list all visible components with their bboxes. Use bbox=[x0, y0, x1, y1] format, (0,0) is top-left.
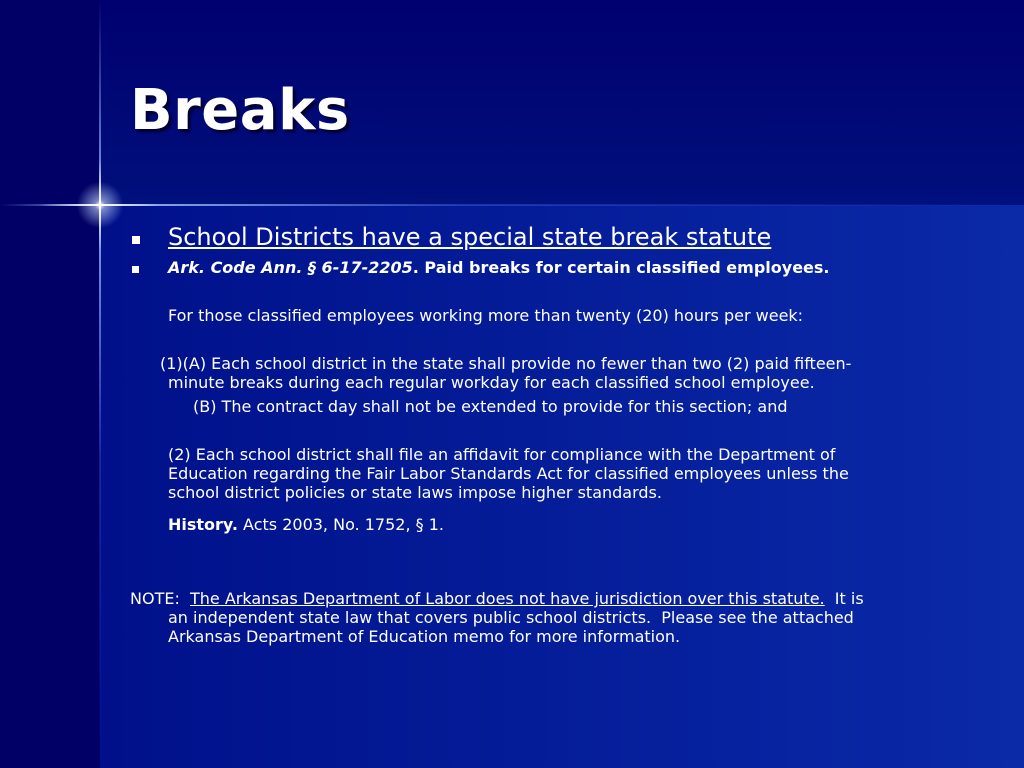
history-text: Acts 2003, No. 1752, § 1. bbox=[237, 515, 444, 534]
para2-line2: Education regarding the Fair Labor Standards Act for classified employees unless the bbox=[168, 464, 849, 483]
para1-line2: minute breaks during each regular workday for each classified school employee. bbox=[168, 373, 815, 392]
note-label: NOTE: bbox=[130, 589, 191, 608]
intro-text: For those classified employees working more than twenty (20) hours per week: bbox=[168, 306, 804, 325]
para2-line1: (2) Each school district shall file an affidavit for compliance with the Department of bbox=[168, 445, 836, 464]
history-line bbox=[168, 515, 444, 535]
bullet-square-icon bbox=[132, 236, 140, 244]
note-line2: an independent state law that covers public school districts. Please see the attached bbox=[168, 608, 854, 627]
statute-heading: . Paid breaks for certain classified employees. bbox=[412, 258, 830, 277]
statute-citation: Ark. Code Ann. § 6-17-2205 bbox=[168, 258, 413, 277]
slide-title: Breaks bbox=[130, 78, 350, 143]
history-label: History. bbox=[168, 515, 238, 534]
bullet-school-districts: School Districts have a special state break statute bbox=[168, 223, 772, 251]
para1-line1: (1)(A) Each school district in the state shall provide no fewer than two (2) paid fifteen- bbox=[160, 354, 852, 373]
para1-line3: (B) The contract day shall not be extended to provide for this section; and bbox=[193, 397, 788, 416]
note-line1-rest: It is bbox=[824, 589, 864, 608]
note-line3: Arkansas Department of Education memo for more information. bbox=[168, 627, 681, 646]
statute-line bbox=[168, 258, 830, 278]
bullet-square-icon bbox=[132, 266, 139, 273]
para2-line3: school district policies or state laws impose higher standards. bbox=[168, 483, 662, 502]
note-jurisdiction-statement: The Arkansas Department of Labor does not have jurisdiction over this statute. bbox=[190, 589, 825, 608]
note-line1 bbox=[130, 589, 864, 609]
